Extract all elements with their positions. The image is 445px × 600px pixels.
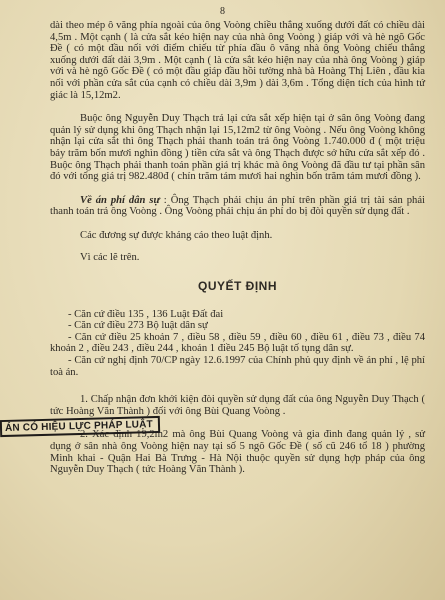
legal-effect-stamp: ÁN CÓ HIỆU LỰC PHÁP LUẬT (0, 416, 160, 437)
legal-basis-item: - Căn cứ điều 25 khoản 7 , điều 58 , điều 59 , điều 60 , điều 61 , điều 73 , điều 74 khoản 2 , điều 243 , điều 244 , khoản 1 điều 245 Bộ luật tố tụng dân sự. (50, 331, 425, 355)
land-description-paragraph: dài theo mép ô văng phía ngoài của ông Voòng chiều thẳng xuống dưới đất có chiều dài 4,5m . Một cạnh ( là cửa sắt kéo hiện nay của nhà ông Voòng ) giáp với và hè ngõ Gốc Đề ( có một đầu nối với điểm chiếu từ phía đầu ô văng nhà ông Voòng chiếu thẳng xuống dưới đất dài 3,9m . Một cạnh ( là cửa sắt kéo hiện nay của nhà ông Voòng ) giáp với và hè ngõ Gốc Đề ( có một đầu giáp đầu hồi tường nhà bà Hoàng Thị Liên , đầu kia nối với phần cửa sắt của cạnh có chiều dài 3,9m ) dài 3,6m . Tổng diện tích của hình tứ giác là 15,12m2. (50, 20, 425, 101)
iron-gate-paragraph: Buộc ông Nguyễn Duy Thạch trả lại cửa sắt xếp hiện tại ở sân ông Voòng đang quản lý sử dụng khi ông Thạch nhận lại 15,12m2 từ ông Voòng . Nếu ông Voòng không nhận lại cửa sắt thì ông Thạch phải thanh toán trả ông Voòng 1.740.000 đ ( một triệu bảy trăm bốn mươi nghìn đồng ) tiền cửa sắt và ông Thạch được sở hữu cửa sắt xếp đó . Buộc ông Thạch phải thanh toán phần giá trị khác mà ông Voòng đã đầu tư tại phần sân đó với tổng giá trị 982.480đ ( chín trăm tám mươi hai nghìn bốn trăm tám mươi đồng ). (50, 113, 425, 183)
decision-item-2: 2. Xác định 19,2m2 mà ông Bùi Quang Voòng và gia đình đang quản lý , sử dụng ở sân nhà ông Voòng hiện nay tại số 5 ngõ Gốc Đề ( số cũ 246 tổ 18 ) phường Minh khai - Quận Hai Bà Trưng - Hà Nội thuộc quyền sử dụng hợp pháp của ông Nguyễn Duy Thạch ( tức Hoàng Văn Thành ). (50, 429, 425, 476)
appeal-paragraph: Các đương sự được kháng cáo theo luật định. (80, 229, 273, 241)
decision-heading: QUYẾT ĐỊNH (197, 279, 277, 294)
legal-basis-item: - Căn cứ điều 273 Bộ luật dân sự (68, 320, 208, 332)
court-fee-paragraph (50, 195, 425, 218)
court-fee-text: : Ông Thạch phải chịu án phí trên phần giá trị tài sản phải thanh toán trả ông Voòng . Ông Voòng phải chịu án phí do bị đòi quyền sử dụng đất . (50, 194, 425, 218)
reason-paragraph: Vì các lẽ trên. (80, 251, 140, 263)
legal-basis-item: - Căn cứ nghị định 70/CP ngày 12.6.1997 của Chính phủ quy định về án phí , lệ phí toà án. (50, 355, 425, 378)
page-number: 8 (220, 6, 225, 17)
legal-bases-list (50, 309, 425, 379)
court-fee-label: Về án phí dân sự (80, 194, 160, 206)
decision-item-1: 1. Chấp nhận đơn khởi kiện đòi quyền sử dụng đất của ông Nguyễn Duy Thạch ( tức Hoàng Văn Thành ) đối với ông Bùi Quang Voòng . (50, 394, 425, 417)
legal-basis-item: - Căn cứ điều 135 , 136 Luật Đất đai (68, 308, 224, 320)
